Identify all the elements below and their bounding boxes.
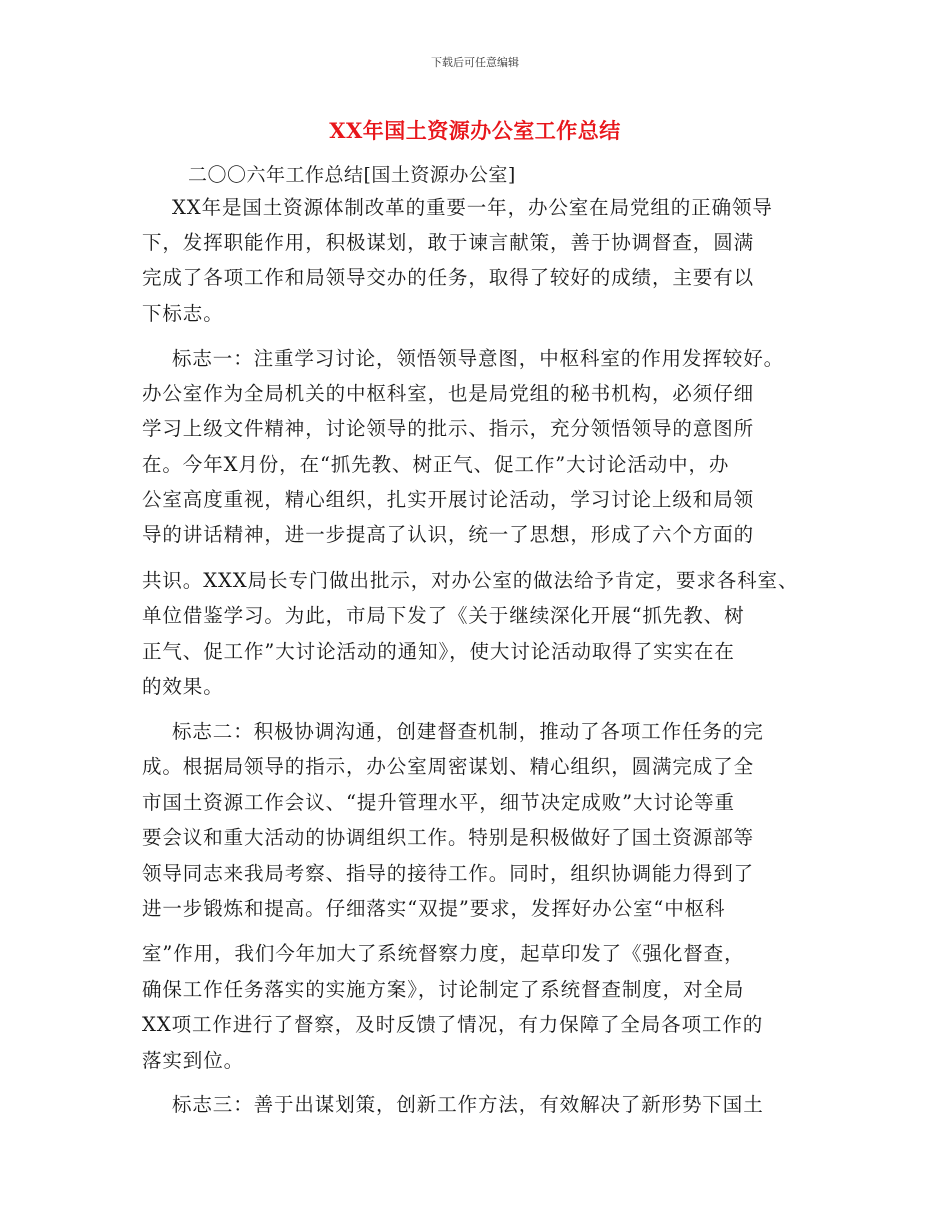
header-note: 下载后可任意编辑 bbox=[431, 56, 519, 69]
body-line: 单位借鉴学习。为此，市局下发了《关于继续深化开展“抓先教、树 bbox=[142, 604, 745, 627]
body-line: XX项工作进行了督察，及时反馈了情况，有力保障了全局各项工作的 bbox=[142, 1013, 764, 1036]
body-line: 学习上级文件精神，讨论领导的批示、指示，充分领悟领导的意图所 bbox=[142, 417, 755, 440]
body-line: 下，发挥职能作用，积极谋划，敢于谏言献策，善于协调督查，圆满 bbox=[142, 231, 755, 254]
body-line: 标志二：积极协调沟通，创建督查机制，推动了各项工作任务的完 bbox=[172, 720, 764, 743]
body-line: 共识。XXX局长专门做出批示，对办公室的做法给予肯定，要求各科室、 bbox=[142, 569, 799, 592]
body-line: 领导同志来我局考察、指导的接待工作。同时，组织协调能力得到了 bbox=[142, 862, 755, 885]
body-line: 导的讲话精神，进一步提高了认识，统一了思想，形成了六个方面的 bbox=[142, 523, 755, 546]
document-subtitle: 二〇〇六年工作总结[国土资源办公室] bbox=[188, 164, 516, 186]
body-line: 公室高度重视，精心组织，扎实开展讨论活动，学习讨论上级和局领 bbox=[142, 488, 755, 511]
body-line: 下标志。 bbox=[142, 302, 224, 325]
body-line: 在。今年X月份，在“抓先教、树正气、促工作”大讨论活动中，办 bbox=[142, 453, 730, 476]
body-line: 室”作用，我们今年加大了系统督察力度，起草印发了《强化督查， bbox=[142, 942, 745, 965]
document-title: XX年国土资源办公室工作总结 bbox=[329, 118, 621, 143]
body-line: 标志一：注重学习讨论，领悟领导意图，中枢科室的作用发挥较好。 bbox=[172, 347, 785, 370]
body-line: 成。根据局领导的指示，办公室周密谋划、精心组织，圆满完成了全 bbox=[142, 755, 755, 778]
body-line: 完成了各项工作和局领导交办的任务，取得了较好的成绩，主要有以 bbox=[142, 266, 755, 289]
body-line: 正气、促工作”大讨论活动的通知》，使大讨论活动取得了实实在在 bbox=[142, 640, 735, 663]
body-line: XX年是国土资源体制改革的重要一年，办公室在局党组的正确领导 bbox=[172, 196, 773, 219]
body-line: 的效果。 bbox=[142, 675, 224, 698]
body-line: 落实到位。 bbox=[142, 1049, 245, 1072]
body-line: 要会议和重大活动的协调组织工作。特别是积极做好了国土资源部等 bbox=[142, 826, 755, 849]
body-line: 标志三：善于出谋划策，创新工作方法，有效解决了新形势下国土 bbox=[172, 1093, 764, 1116]
body-line: 市国土资源工作会议、“提升管理水平，细节决定成败”大讨论等重 bbox=[142, 791, 735, 814]
body-line: 确保工作任务落实的实施方案》，讨论制定了系统督查制度，对全局 bbox=[142, 978, 745, 1001]
body-line: 办公室作为全局机关的中枢科室，也是局党组的秘书机构，必须仔细 bbox=[142, 382, 755, 405]
body-line: 进一步锻炼和提高。仔细落实“双提”要求，发挥好办公室“中枢科 bbox=[142, 897, 726, 920]
